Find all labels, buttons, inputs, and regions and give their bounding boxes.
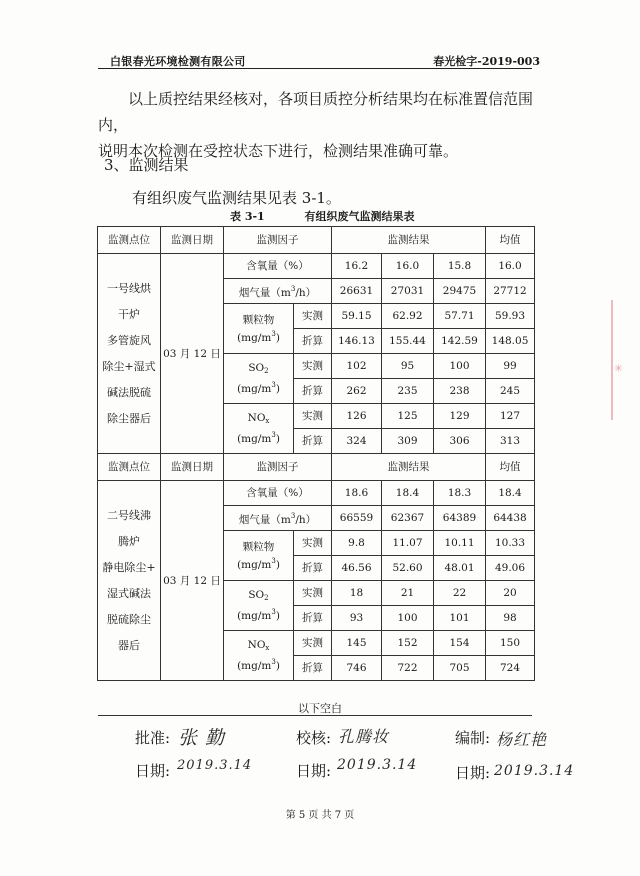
result-value-cell: 238 (434, 379, 486, 404)
result-value-cell: 10.11 (434, 531, 486, 556)
mean-value-cell: 98 (486, 606, 535, 631)
header-date: 监测日期 (161, 227, 224, 254)
signature-divider (98, 715, 532, 716)
mean-value-cell: 10.33 (486, 531, 535, 556)
binding-seal-edge (611, 300, 637, 420)
sub-label-measured: 实测 (294, 631, 332, 656)
mean-value-cell: 148.05 (486, 329, 535, 354)
result-value-cell: 309 (382, 429, 434, 454)
approve-date: 2019.3.14 (177, 758, 253, 773)
factor-so2: $SO_2$ $(mg/m^3)$ (224, 581, 294, 631)
sub-label-measured: 实测 (294, 404, 332, 429)
review-label: 校核: (296, 729, 332, 747)
approve-signature: 张 勤 (178, 727, 226, 749)
site-cell: 二号线沸 腾炉 静电除尘+ 湿式碱法 脱硫除尘 器后 (98, 481, 161, 681)
mean-value-cell: 59.93 (486, 304, 535, 329)
table-row (98, 254, 535, 279)
table-intro: 有组织废气监测结果见表 3-1。 (132, 189, 341, 207)
factor-flue: 烟气量$(m^3/h)$ (224, 279, 332, 304)
result-value-cell: 155.44 (382, 329, 434, 354)
result-value-cell: 722 (382, 656, 434, 681)
caption-title: 有组织废气监测结果表 (304, 210, 415, 223)
result-value-cell: 235 (382, 379, 434, 404)
result-value-cell: 11.07 (382, 531, 434, 556)
mean-value-cell: 64438 (486, 506, 535, 531)
compile-date: 2019.3.14 (494, 763, 575, 779)
header-divider (98, 68, 532, 69)
caption-number: 表 3-1 (230, 210, 265, 223)
sub-label-converted: 折算 (294, 329, 332, 354)
mean-value-cell: 49.06 (486, 556, 535, 581)
sub-label-measured: 实测 (294, 581, 332, 606)
compile-label: 编制: (455, 729, 491, 747)
result-value-cell: 705 (434, 656, 486, 681)
header-mean: 均值 (486, 454, 535, 481)
result-value-cell: 57.71 (434, 304, 486, 329)
result-value-cell: 146.13 (332, 329, 382, 354)
result-value-cell: 126 (332, 404, 382, 429)
qc-line-1: 以上质控结果经核对，各项目质控分析结果均在标准置信范围内， (98, 90, 534, 134)
date-cell: 03 月 12 日 (161, 254, 224, 454)
mean-value-cell: 127 (486, 404, 535, 429)
mean-value-cell: 27712 (486, 279, 535, 304)
result-value-cell: 21 (382, 581, 434, 606)
sub-label-converted: 折算 (294, 429, 332, 454)
factor-nox: $NO_x$ $(mg/m^3)$ (224, 631, 294, 681)
result-value-cell: 22 (434, 581, 486, 606)
result-value-cell: 18.3 (434, 481, 486, 506)
result-value-cell: 64389 (434, 506, 486, 531)
section-title: 3、监测结果 (104, 156, 189, 174)
factor-flue: 烟气量$(m^3/h)$ (224, 506, 332, 531)
result-value-cell: 102 (332, 354, 382, 379)
result-value-cell: 306 (434, 429, 486, 454)
result-value-cell: 16.2 (332, 254, 382, 279)
approve-label: 批准: (135, 729, 171, 747)
table-row (98, 481, 535, 506)
mean-value-cell: 20 (486, 581, 535, 606)
company-name: 白银春光环境检测有限公司 (110, 55, 246, 68)
sub-label-converted: 折算 (294, 656, 332, 681)
document-number: 春光检字-2019-003 (433, 55, 540, 68)
site-cell: 一号线烘 干炉 多管旋风 除尘+湿式 碱法脱硫 除尘器后 (98, 254, 161, 454)
result-value-cell: 59.15 (332, 304, 382, 329)
table-header-row (98, 454, 535, 481)
header-result: 监测结果 (332, 454, 486, 481)
seal-mark-icon: ✳ (612, 362, 625, 375)
result-value-cell: 9.8 (332, 531, 382, 556)
date-cell: 03 月 12 日 (161, 481, 224, 681)
result-value-cell: 145 (332, 631, 382, 656)
table-caption (230, 208, 415, 224)
result-value-cell: 16.0 (382, 254, 434, 279)
result-value-cell: 154 (434, 631, 486, 656)
result-value-cell: 15.8 (434, 254, 486, 279)
header-mean: 均值 (486, 227, 535, 254)
result-value-cell: 66559 (332, 506, 382, 531)
factor-pm: 颗粒物 $(mg/m^3)$ (224, 531, 294, 581)
result-value-cell: 100 (382, 606, 434, 631)
mean-value-cell: 245 (486, 379, 535, 404)
mean-value-cell: 313 (486, 429, 535, 454)
result-value-cell: 93 (332, 606, 382, 631)
factor-oxygen: 含氧量（%） (224, 481, 332, 506)
result-value-cell: 100 (434, 354, 486, 379)
result-value-cell: 746 (332, 656, 382, 681)
mean-value-cell: 724 (486, 656, 535, 681)
result-value-cell: 129 (434, 404, 486, 429)
result-value-cell: 18.6 (332, 481, 382, 506)
table-header-row (98, 227, 535, 254)
result-value-cell: 29475 (434, 279, 486, 304)
result-value-cell: 152 (382, 631, 434, 656)
sub-label-converted: 折算 (294, 606, 332, 631)
result-value-cell: 46.56 (332, 556, 382, 581)
header-site: 监测点位 (98, 454, 161, 481)
compile-signature: 杨红艳 (496, 730, 548, 749)
factor-nox: $NO_x$ $(mg/m^3)$ (224, 404, 294, 454)
result-value-cell: 125 (382, 404, 434, 429)
result-value-cell: 324 (332, 429, 382, 454)
compile-date-label: 日期: (455, 764, 491, 782)
result-value-cell: 52.60 (382, 556, 434, 581)
mean-value-cell: 18.4 (486, 481, 535, 506)
result-value-cell: 27031 (382, 279, 434, 304)
result-value-cell: 142.59 (434, 329, 486, 354)
result-value-cell: 95 (382, 354, 434, 379)
review-date: 2019.3.14 (337, 757, 418, 773)
header-factor: 监测因子 (224, 227, 332, 254)
mean-value-cell: 16.0 (486, 254, 535, 279)
result-value-cell: 18 (332, 581, 382, 606)
blank-below-note: 以下空白 (298, 702, 342, 715)
sub-label-measured: 实测 (294, 354, 332, 379)
sub-label-converted: 折算 (294, 379, 332, 404)
qc-line-2: 说明本次检测在受控状态下进行，检测结果准确可靠。 (98, 142, 459, 160)
result-value-cell: 26631 (332, 279, 382, 304)
mean-value-cell: 150 (486, 631, 535, 656)
emission-results-table (97, 226, 535, 681)
sub-label-measured: 实测 (294, 304, 332, 329)
result-value-cell: 48.01 (434, 556, 486, 581)
result-value-cell: 62367 (382, 506, 434, 531)
factor-pm: 颗粒物 $(mg/m^3)$ (224, 304, 294, 354)
result-value-cell: 18.4 (382, 481, 434, 506)
page-number: 第 5 页 共 7 页 (285, 810, 355, 821)
mean-value-cell: 99 (486, 354, 535, 379)
header-date: 监测日期 (161, 454, 224, 481)
result-value-cell: 62.92 (382, 304, 434, 329)
result-value-cell: 262 (332, 379, 382, 404)
header-site: 监测点位 (98, 227, 161, 254)
approve-date-label: 日期: (135, 762, 171, 780)
sub-label-converted: 折算 (294, 556, 332, 581)
header-result: 监测结果 (332, 227, 486, 254)
review-signature: 孔腾妆 (338, 727, 390, 746)
result-value-cell: 101 (434, 606, 486, 631)
review-date-label: 日期: (296, 762, 332, 780)
factor-oxygen: 含氧量（%） (224, 254, 332, 279)
factor-so2: $SO_2$ $(mg/m^3)$ (224, 354, 294, 404)
sub-label-measured: 实测 (294, 531, 332, 556)
header-factor: 监测因子 (224, 454, 332, 481)
